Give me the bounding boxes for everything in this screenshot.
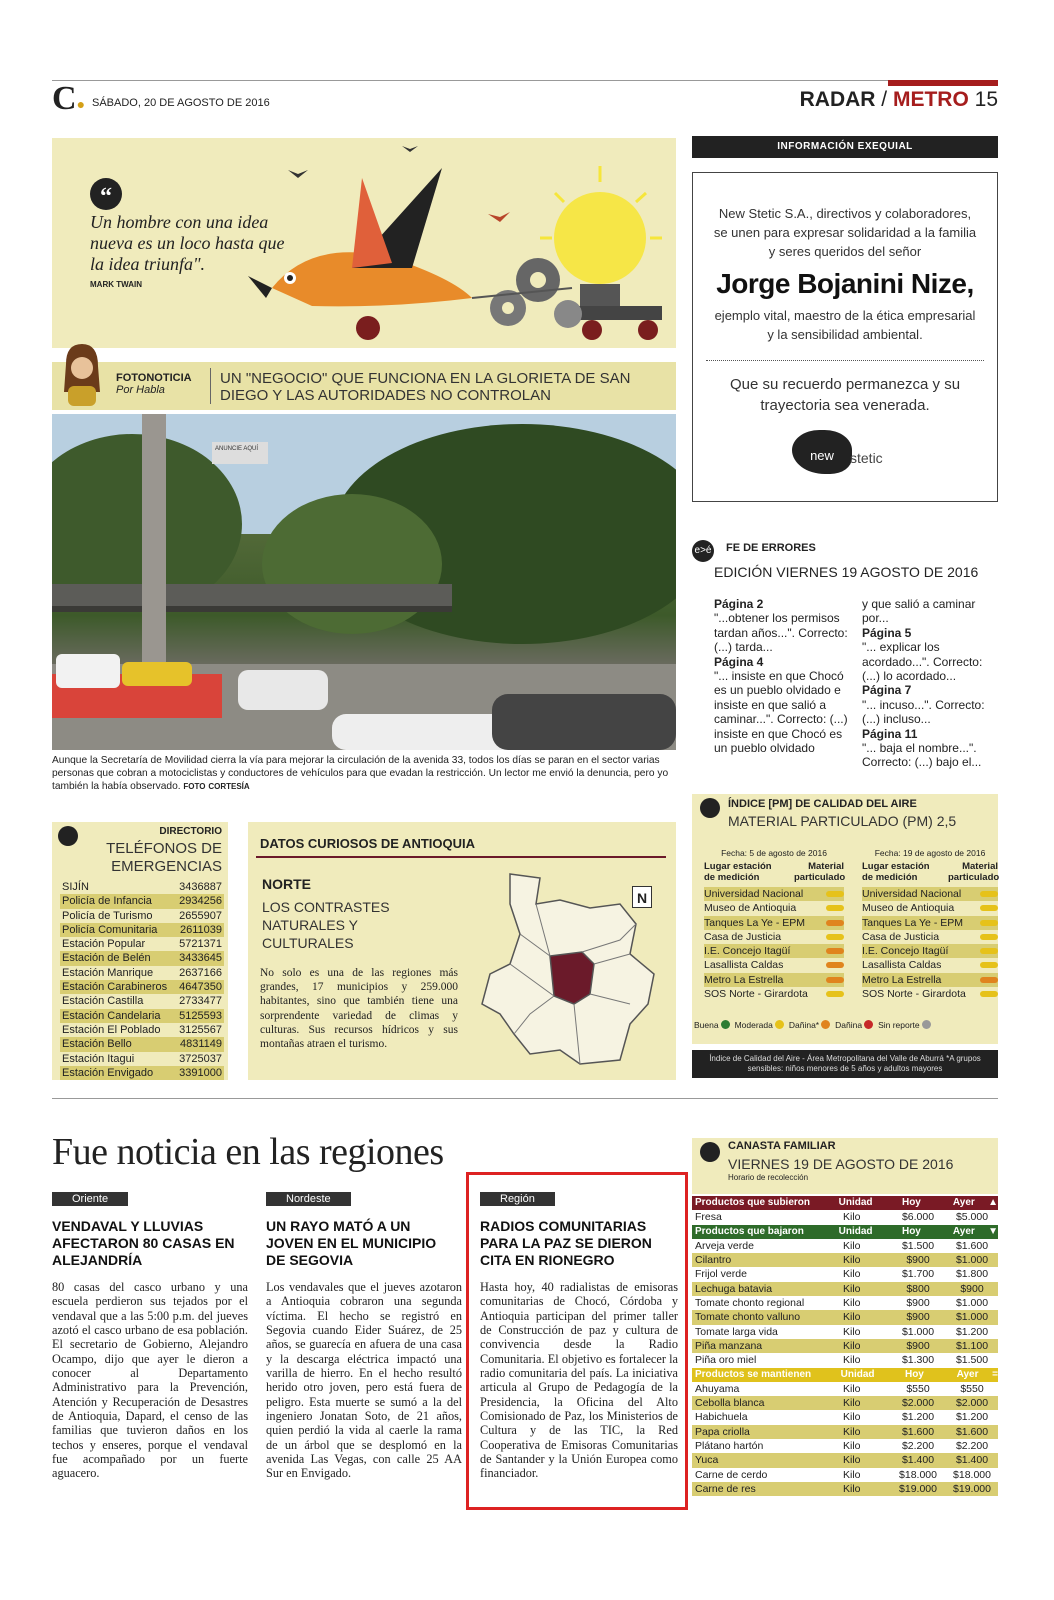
quality-dot-icon: [826, 991, 844, 997]
new-stetic-logo: new: [792, 430, 852, 474]
price-row: [692, 1296, 998, 1310]
errata-continuation: y que salió a caminar por...: [862, 597, 976, 626]
directory-name: Estación Manrique: [62, 966, 154, 979]
legend-dot-icon: [922, 1020, 931, 1029]
product-name: Tomate chonto regional: [695, 1297, 805, 1310]
yesterday-header: Ayer: [952, 1225, 975, 1237]
unit-header: Unidad: [838, 1225, 873, 1237]
fotonoticia-divider: [210, 368, 211, 404]
price-yesterday: $5.000: [955, 1211, 989, 1224]
station-row: [862, 901, 998, 915]
errata-text: "... baja el nombre...". Correcto: (...) bajo el...: [862, 741, 982, 770]
legend-label: Sin reporte: [878, 1020, 920, 1030]
price-yesterday: $1.100: [955, 1339, 989, 1352]
price-section-header: [692, 1225, 998, 1239]
price-row: [692, 1382, 998, 1396]
price-today: $900: [906, 1311, 930, 1324]
station-name: Casa de Justicia: [862, 930, 940, 943]
product-name: Tomate chonto valluno: [695, 1311, 801, 1324]
section-label: Productos se mantienen: [695, 1368, 812, 1380]
photo-credit: CORTESÍA: [208, 782, 250, 791]
price-row: [692, 1339, 998, 1353]
quote-text: Un hombre con una idea nueva es un loco hasta que la idea triunfa".: [90, 212, 285, 274]
air-quality-date-2: Fecha: 19 de agosto de 2016: [874, 848, 986, 858]
directory-name: Policía de Turismo: [62, 909, 153, 922]
today-header: Hoy: [901, 1197, 921, 1208]
fotonoticia-label: FOTONOTICIA Por Habla: [116, 372, 192, 396]
yesterday-header: Ayer: [952, 1197, 975, 1208]
price-row: [692, 1396, 998, 1410]
fotonoticia-byline: Por Habla: [116, 384, 165, 396]
directory-phone: 2733477: [179, 995, 222, 1008]
directory-phone: 4647350: [179, 981, 222, 994]
product-name: Piña manzana: [695, 1339, 763, 1352]
price-row: [692, 1453, 998, 1467]
product-name: Tomate larga vida: [695, 1325, 778, 1338]
station-row: [862, 916, 998, 930]
legend-dot-icon: [864, 1020, 873, 1029]
today-header: Hoy: [901, 1225, 921, 1237]
price-row: [692, 1310, 998, 1324]
price-row: [692, 1353, 998, 1367]
legend-label: Dañina: [835, 1020, 863, 1030]
price-yesterday: $18.000: [953, 1468, 991, 1481]
legend-label: Moderada: [734, 1020, 773, 1030]
legend-item: [878, 1020, 931, 1030]
price-row: [692, 1410, 998, 1424]
product-unit: Kilo: [843, 1268, 861, 1281]
price-yesterday: $1.200: [955, 1325, 989, 1338]
product-unit: Kilo: [843, 1440, 861, 1453]
price-yesterday: $19.000: [953, 1482, 991, 1495]
price-today: $1.300: [901, 1354, 935, 1367]
quality-dot-icon: [980, 905, 998, 911]
material-column-header: Material particulado: [794, 861, 846, 883]
directory-subtitle: TELÉFONOS DE EMERGENCIAS: [106, 840, 222, 875]
price-yesterday: $1.800: [955, 1268, 989, 1281]
air-quality-footer: Índice de Calidad del Aire - Área Metropolitana del Valle de Aburrá *A grupos sensibles: niños menores de 5 años y adultos mayores: [692, 1050, 998, 1078]
photo-caption: Aunque la Secretaría de Movilidad cierra la vía para mejorar la circulación de la avenida 33, todos los días se paran en el sector varias personas que cobran a motociclistas y conductores de vehículos para que evadan la restricción. Un lector me envió la denuncia, pero yo también la había observado. FOTO CORTESÍA: [52, 755, 669, 792]
trend-icon: ▲: [988, 1197, 999, 1208]
product-name: Ahuyama: [695, 1382, 740, 1395]
price-row: [692, 1325, 998, 1339]
air-quality-subtitle: MATERIAL PARTICULADO (PM) 2,5: [728, 813, 957, 829]
directory-name: Estación de Belén: [62, 952, 151, 965]
station-row: [704, 916, 844, 930]
canasta-note: Horario de recolección: [728, 1173, 809, 1182]
logo-dot-icon: ●: [76, 98, 86, 113]
station-name: Lasallista Caldas: [704, 959, 784, 972]
billboard-text: ANUNCIE AQUÍ: [215, 446, 259, 452]
directory-row: [60, 1066, 224, 1080]
directory-name: Estación El Poblado: [62, 1023, 161, 1036]
directory-name: Estación Carabineros: [62, 981, 168, 994]
station-column-header: Lugar estación de medición: [704, 861, 772, 883]
directory-row: [60, 937, 224, 951]
product-unit: Kilo: [843, 1311, 861, 1324]
price-section-header: [692, 1368, 998, 1382]
station-name: Metro La Estrella: [704, 973, 784, 986]
errata-column-1: [714, 597, 854, 755]
station-name: I.E. Concejo Itagüí: [704, 945, 791, 958]
price-today: $550: [906, 1382, 930, 1395]
legend-item: [835, 1020, 873, 1030]
price-yesterday: $1.400: [955, 1454, 989, 1467]
photo-credit-label: FOTO: [183, 782, 206, 791]
station-row: [862, 958, 998, 972]
directory-phone: 2637166: [179, 966, 222, 979]
price-section-header: [692, 1196, 998, 1210]
news-photo: [52, 414, 676, 750]
station-row: [704, 944, 844, 958]
basket-icon: [700, 1142, 720, 1162]
price-yesterday: $900: [960, 1282, 984, 1295]
station-name: Universidad Nacional: [704, 888, 804, 900]
product-unit: Kilo: [843, 1297, 861, 1310]
station-name: Casa de Justicia: [704, 930, 782, 943]
product-name: Carne de res: [695, 1482, 756, 1495]
product-name: Habichuela: [695, 1411, 748, 1424]
region-tag-oriente: Oriente: [52, 1192, 128, 1206]
directory-phone: 5721371: [179, 938, 222, 951]
curiosos-rule: [256, 856, 666, 858]
price-row: [692, 1239, 998, 1253]
issue-date: SÁBADO, 20 DE AGOSTO DE 2016: [92, 97, 270, 109]
region-tag-nordeste: Nordeste: [266, 1192, 351, 1206]
errata-column-2: [862, 597, 1002, 770]
new-stetic-logo-text: stetic: [850, 450, 883, 466]
price-today: $2.000: [901, 1397, 935, 1410]
product-unit: Kilo: [843, 1211, 861, 1224]
newspaper-logo: C●: [52, 80, 86, 117]
station-name: Tanques La Ye - EPM: [704, 916, 805, 929]
directory-list: [60, 880, 224, 1080]
header-rule: [52, 80, 998, 81]
directory-phone: 4831149: [179, 1038, 222, 1051]
price-today: $800: [906, 1282, 930, 1295]
trend-icon: =: [992, 1368, 998, 1380]
exequial-closing: Que su recuerdo permanezca y su trayectoria sea venerada.: [729, 376, 961, 414]
directory-phone: 2611039: [179, 923, 222, 936]
quote-mark-icon: “: [90, 178, 122, 210]
article-headline-nordeste: UN RAYO MATÓ A UN JOVEN EN EL MUNICIPIO DE SEGOVIA: [266, 1218, 437, 1268]
price-row: [692, 1468, 998, 1482]
station-name: I.E. Concejo Itagüí: [862, 945, 949, 958]
air-quality-panel-1: [704, 848, 844, 1001]
product-unit: Kilo: [843, 1425, 861, 1438]
quality-dot-icon: [826, 905, 844, 911]
directory-name: Policía Comunitaria: [62, 923, 158, 936]
canasta-title: CANASTA FAMILIAR: [728, 1140, 836, 1152]
directory-name: Estación Itagui: [62, 1052, 135, 1065]
article-headline-oriente: VENDAVAL Y LLUVIAS AFECTARON 80 CASAS EN ALEJANDRÍA: [52, 1218, 235, 1268]
station-row: [862, 973, 998, 987]
directory-phone: 2934256: [179, 895, 222, 908]
station-row: [704, 958, 844, 972]
regiones-title: Fue noticia en las regiones: [52, 1131, 444, 1173]
errata-page-label: Página 7: [862, 683, 912, 698]
product-unit: Kilo: [843, 1397, 861, 1410]
product-name: Plátano hartón: [695, 1440, 764, 1453]
material-column-header: Material particulado: [948, 861, 1000, 883]
price-today: $900: [906, 1297, 930, 1310]
price-today: $1.600: [901, 1425, 935, 1438]
quality-dot-icon: [980, 948, 998, 954]
quality-dot-icon: [980, 920, 998, 926]
station-name: SOS Norte - Girardota: [704, 988, 808, 1001]
directory-row: [60, 1052, 224, 1066]
quality-dot-icon: [980, 934, 998, 940]
deceased-name: Jorge Bojanini Nize,: [716, 268, 974, 299]
directory-row: [60, 923, 224, 937]
directory-phone: 3391000: [179, 1066, 222, 1079]
product-unit: Kilo: [843, 1254, 861, 1267]
product-unit: Kilo: [843, 1411, 861, 1424]
errata-text: "... explicar los acordado...". Correcto: (...) lo acordado...: [862, 640, 983, 684]
product-unit: Kilo: [843, 1354, 861, 1367]
errata-text: "... incuso...". Correcto: (...) incluso...: [862, 697, 985, 727]
station-column-header: Lugar estación de medición: [862, 861, 930, 883]
air-quality-icon: [700, 798, 720, 818]
price-today: $19.000: [899, 1482, 937, 1495]
section-rule: [52, 1098, 998, 1099]
directory-phone: 3725037: [179, 1052, 222, 1065]
legend-dot-icon: [775, 1020, 784, 1029]
product-name: Arveja verde: [695, 1239, 754, 1252]
section-accent-bar: [888, 80, 998, 86]
directory-name: Estación Candelaria: [62, 1009, 161, 1022]
today-header: Hoy: [904, 1368, 924, 1380]
price-today: $1.000: [901, 1325, 935, 1338]
errata-text: "...obtener los permisos tardan años...". Correcto: (...) tarda...: [714, 611, 848, 655]
station-name: SOS Norte - Girardota: [862, 988, 966, 1001]
directory-row: [60, 980, 224, 994]
price-yesterday: $1.000: [955, 1254, 989, 1267]
station-name: Lasallista Caldas: [862, 959, 942, 972]
product-name: Fresa: [695, 1211, 722, 1224]
price-today: $1.400: [901, 1454, 935, 1467]
errata-page-label: Página 4: [714, 654, 764, 669]
price-today: $1.700: [901, 1268, 935, 1281]
directory-row: [60, 966, 224, 980]
product-unit: Kilo: [843, 1339, 861, 1352]
quality-dot-icon: [826, 948, 844, 954]
curiosos-title: DATOS CURIOSOS DE ANTIOQUIA: [260, 836, 475, 851]
article-body-nordeste: Los vendavales que el jueves azotaron a Antioquia cobraron una segunda víctima. El hecho se registró en Segovia cuando Eider Suárez, de 25 años, se guarecía en afuera de una casa y la descarga eléctrica impactó una varilla de hierro. En el hecho resultó herido otro joven, pero está fuera de peligro. Esta muerte se sumó a la del ingeniero Jonatan Soto, de 21 años, quien perdió la vida al caerle la rama de un árbol que se desplomó en la avenida Las Vegas, con calle 25 AA Sur en Envigado.: [266, 1280, 462, 1481]
errata-edition: EDICIÓN VIERNES 19 AGOSTO DE 2016: [714, 564, 979, 580]
price-today: $900: [906, 1254, 930, 1267]
product-name: Piña oro miel: [695, 1354, 757, 1367]
price-today: $2.200: [901, 1440, 935, 1453]
article-body-region: Hasta hoy, 40 radialistas de emisoras comunitarias de Chocó, Córdoba y Antioquia participan del primer taller de Construcción de paz y cultura de convivencia desde la Radio Comunitaria. El objetivo es fortalecer la radio comunitaria del país. La iniciativa articula al Grupo de Pedagogía de la Presidencia, la Oficina del Alto Comisionado de Paz, los Ministerios de Cultura y de las TIC, la Red Cooperativa de Emisoras Comunitarias de Santander y la Unión Europea como financiador.: [480, 1280, 678, 1481]
directory-name: SIJÍN: [62, 881, 89, 893]
errata-page-label: Página 11: [862, 726, 918, 741]
errata-page-label: Página 2: [714, 597, 764, 611]
price-table: [692, 1196, 998, 1496]
product-name: Cilantro: [695, 1254, 732, 1267]
station-name: Universidad Nacional: [862, 888, 962, 900]
yesterday-header: Ayer: [956, 1368, 979, 1380]
directory-row: [60, 951, 224, 965]
directory-row: [60, 994, 224, 1008]
directory-row: [60, 1023, 224, 1037]
product-name: Yuca: [695, 1454, 719, 1467]
phone-icon: [58, 826, 78, 846]
price-row: [692, 1267, 998, 1281]
ornament-divider: [706, 360, 984, 361]
product-unit: Kilo: [843, 1482, 861, 1495]
curiosos-region: NORTE: [262, 876, 311, 892]
price-today: $18.000: [899, 1468, 937, 1481]
air-quality-legend: [694, 1020, 936, 1030]
price-today: $6.000: [901, 1211, 935, 1224]
street-scene-image: [52, 414, 676, 750]
errata-text: "... insiste en que Chocó es un pueblo olvidado e insiste en que salió a caminar...". Correcto: (...) insiste en que Chocó es un pueblo olvidado: [714, 669, 848, 756]
station-name: Tanques La Ye - EPM: [862, 916, 963, 929]
section-label: Productos que bajaron: [695, 1225, 804, 1237]
quality-dot-icon: [826, 934, 844, 940]
fotonoticia-title: UN "NEGOCIO" QUE FUNCIONA EN LA GLORIETA DE SAN DIEGO Y LAS AUTORIDADES NO CONTROLAN: [220, 370, 631, 404]
legend-item: [694, 1020, 730, 1030]
station-name: Metro La Estrella: [862, 973, 942, 986]
errata-icon: e>é: [692, 540, 714, 562]
price-yesterday: $1.000: [955, 1297, 989, 1310]
product-unit: Kilo: [843, 1239, 861, 1252]
quality-dot-icon: [826, 962, 844, 968]
directory-phone: 5125593: [179, 1009, 222, 1022]
product-name: Carne de cerdo: [695, 1468, 768, 1481]
station-name: Museo de Antioquia: [862, 902, 955, 915]
price-yesterday: $550: [960, 1382, 984, 1395]
directory-row: [60, 880, 224, 894]
product-name: Cebolla blanca: [695, 1397, 765, 1410]
price-row: [692, 1482, 998, 1496]
directory-row: [60, 1037, 224, 1051]
quality-dot-icon: [980, 891, 998, 897]
directory-row: [60, 909, 224, 923]
article-body-oriente: 80 casas del casco urbano y una escuela perdieron sus tejados por el vendaval que a las 5:00 p.m. del jueves azotó el casco urbano de esa población. El secretario de Gobierno, Alejandro Ocampo, dijo que ayer le dieron a conocer al Departamento Administrativo para la Prevención, Atención y Recuperación de Desastres de Antioquia, Dapard, el censo de las familias que tuvieron daños en los techos y enseres, porque el vendaval fue acompañado por un fuerte aguacero.: [52, 1280, 248, 1481]
price-yesterday: $2.200: [955, 1440, 989, 1453]
price-today: $1.200: [901, 1411, 935, 1424]
legend-item: [789, 1020, 830, 1030]
price-yesterday: $2.000: [955, 1397, 989, 1410]
price-today: $900: [906, 1339, 930, 1352]
directory-name: Estación Bello: [62, 1038, 132, 1051]
air-quality-title: ÍNDICE [PM] DE CALIDAD DEL AIRE: [728, 798, 917, 810]
directory-phone: 3125567: [179, 1023, 222, 1036]
article-headline-region: RADIOS COMUNITARIAS PARA LA PAZ SE DIERON CITA EN RIONEGRO: [480, 1218, 652, 1268]
price-row: [692, 1439, 998, 1453]
curiosos-text: No solo es una de las regiones más grandes, 17 municipios y 259.000 habitantes, sino que también tiene una sorprendente variedad de climas y culturas. Sus recursos hídricos y sus montañas atraen el turismo.: [260, 967, 458, 1051]
quality-dot-icon: [980, 962, 998, 968]
directory-phone: 3433645: [179, 952, 222, 965]
station-row: [704, 930, 844, 944]
price-row: [692, 1282, 998, 1296]
station-row: [704, 901, 844, 915]
directory-name: Estación Castilla: [62, 995, 144, 1008]
station-row: [704, 973, 844, 987]
price-yesterday: $1.200: [955, 1411, 989, 1424]
product-unit: Kilo: [843, 1325, 861, 1338]
exequial-header: INFORMACIÓN EXEQUIAL: [692, 136, 998, 158]
station-row: [704, 887, 844, 901]
columnist-avatar-icon: [58, 342, 104, 406]
price-row: [692, 1210, 998, 1224]
section-heading: RADAR / METRO 15: [799, 88, 998, 111]
station-row: [862, 944, 998, 958]
air-quality-date-1: Fecha: 5 de agosto de 2016: [721, 848, 827, 858]
section-label: Productos que subieron: [695, 1197, 811, 1208]
air-quality-list-1: [704, 887, 844, 1001]
price-yesterday: $1.600: [955, 1425, 989, 1438]
quality-dot-icon: [980, 991, 998, 997]
canasta-date: VIERNES 19 DE AGOSTO DE 2016: [728, 1156, 954, 1172]
station-row: [704, 987, 844, 1001]
price-yesterday: $1.500: [955, 1354, 989, 1367]
price-yesterday: $1.600: [955, 1239, 989, 1252]
directory-name: Policía de Infancia: [62, 895, 152, 908]
directory-phone: 2655907: [179, 909, 222, 922]
station-row: [862, 930, 998, 944]
errata-page-label: Página 5: [862, 625, 912, 640]
product-name: Papa criolla: [695, 1425, 750, 1438]
legend-item: [735, 1020, 784, 1030]
product-unit: Kilo: [843, 1382, 861, 1395]
product-name: Lechuga batavia: [695, 1282, 773, 1295]
air-quality-list-2: [862, 887, 998, 1001]
north-arrow-icon: N: [632, 886, 652, 908]
directory-name: Estación Envigado: [62, 1066, 154, 1079]
product-name: Frijol verde: [695, 1268, 747, 1281]
station-row: [862, 987, 998, 1001]
price-yesterday: $1.000: [955, 1311, 989, 1324]
unit-header: Unidad: [840, 1368, 875, 1380]
legend-label: Buena: [694, 1020, 719, 1030]
directory-title: DIRECTORIO: [159, 826, 222, 837]
legend-dot-icon: [721, 1020, 730, 1029]
product-unit: Kilo: [843, 1454, 861, 1467]
legend-label: Dañina*: [788, 1020, 820, 1030]
directory-phone: 3436887: [179, 881, 222, 893]
directory-row: [60, 894, 224, 908]
price-today: $1.500: [901, 1239, 935, 1252]
curiosos-subtitle: LOS CONTRASTES NATURALES Y CULTURALES: [262, 899, 390, 951]
product-unit: Kilo: [843, 1282, 861, 1295]
quality-dot-icon: [980, 977, 998, 983]
directory-name: Estación Popular: [62, 938, 146, 951]
legend-dot-icon: [821, 1020, 830, 1029]
trend-icon: ▼: [988, 1225, 999, 1237]
station-name: Museo de Antioquia: [704, 902, 797, 915]
region-tag-region: Región: [480, 1192, 555, 1206]
air-quality-panel-2: [862, 848, 998, 1001]
quote-author: MARK TWAIN: [90, 280, 142, 289]
price-row: [692, 1425, 998, 1439]
exequial-description: ejemplo vital, maestro de la ética empresarial y la sensibilidad ambiental.: [714, 308, 976, 342]
quality-dot-icon: [826, 891, 844, 897]
station-row: [862, 887, 998, 901]
errata-title: FE DE ERRORES: [726, 542, 816, 554]
directory-row: [60, 1009, 224, 1023]
price-row: [692, 1253, 998, 1267]
quality-dot-icon: [826, 920, 844, 926]
product-unit: Kilo: [843, 1468, 861, 1481]
exequial-intro: New Stetic S.A., directivos y colaboradores, se unen para expresar solidaridad a la familia y seres queridos del señor: [713, 206, 977, 259]
quality-dot-icon: [826, 977, 844, 983]
unit-header: Unidad: [838, 1197, 873, 1208]
